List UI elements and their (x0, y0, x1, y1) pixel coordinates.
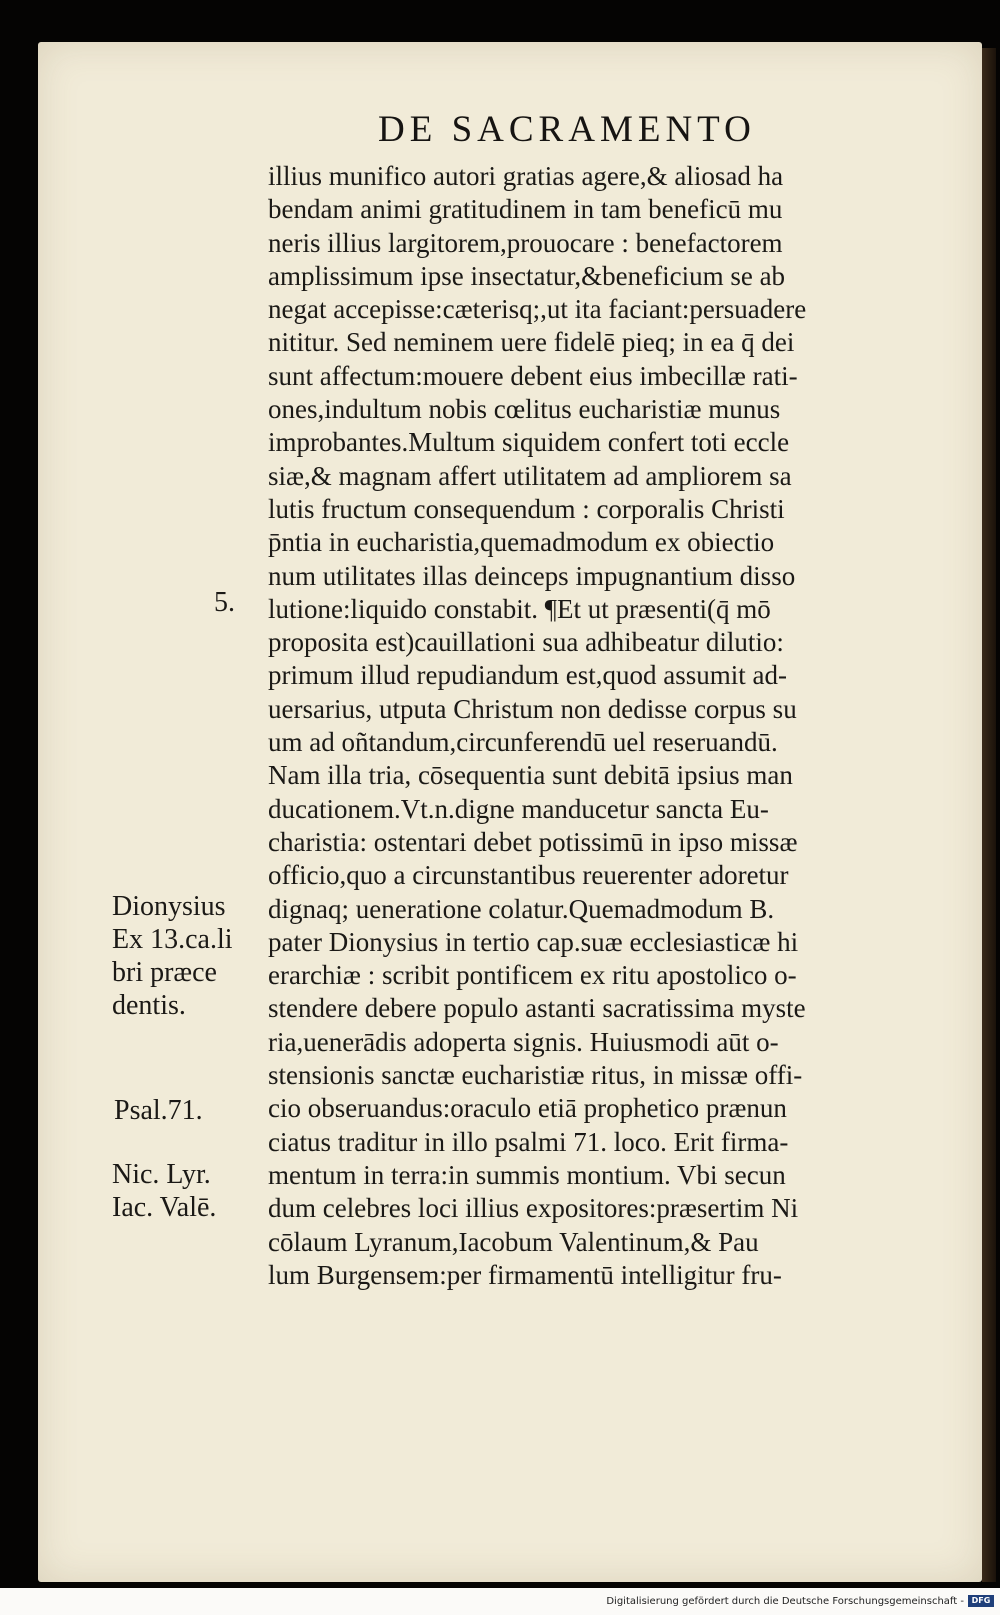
text-line: illius munifico autori gratias agere,& aliosad ha (268, 161, 784, 191)
text-line: negat accepisse:cæterisq;,ut ita faciant:persuadere (268, 294, 807, 325)
footer-credit: Digitalisierung gefördert durch die Deutsche Forschungsgemeinschaft - (606, 1596, 964, 1607)
text-line: uersarius, utputa Christum non dedisse corpus su (268, 693, 797, 724)
text-line: ria,uenerādis adoperta signis. Huiusmodi aūt o- (268, 1026, 779, 1057)
margin-note-line: Dionysius (112, 891, 226, 922)
text-line: lutione:liquido constabit. ¶Et ut præsenti(q̄ mō (268, 593, 771, 624)
text-line: dignaq; ueneratione colatur.Quemadmodum B. (268, 893, 775, 924)
running-head: DE SACRAMENTO (378, 109, 756, 150)
text-line: dum celebres loci illius expositores:præsertim Ni (268, 1193, 799, 1224)
text-line: stensionis sanctæ eucharistiæ ritus, in missæ offi- (268, 1060, 803, 1091)
text-line: amplissimum ipse insectatur,&beneficium se ab (268, 260, 786, 291)
text-line: erarchiæ : scribit pontificem ex ritu apostolico o- (268, 960, 797, 991)
page-edge (982, 48, 996, 1582)
text-line: ducationem.Vt.n.digne manducetur sancta Eu- (268, 793, 769, 824)
margin-note-line: bri præce (112, 957, 217, 988)
text-line: Nam illa tria, cōsequentia sunt debitā ipsius man (268, 760, 793, 791)
text-line: num utilitates illas deinceps impugnantium disso (268, 560, 796, 591)
margin-note-line: Nic. Lyr. (112, 1159, 211, 1190)
margin-note-authors (112, 1158, 216, 1224)
text-line: nititur. Sed neminem uere fidelē pieq; in ea q̄ dei (268, 327, 795, 358)
text-line: bendam animi gratitudinem in tam beneficū mu (268, 194, 783, 225)
text-line: neris illius largitorem,prouocare : benefactorem (268, 227, 783, 258)
section-number: 5. (214, 587, 235, 618)
dfg-logo[interactable]: DFG (968, 1595, 994, 1607)
text-line: improbantes.Multum siquidem confert toti eccle (268, 427, 790, 458)
text-line: officio,quo a circunstantibus reuerenter adoretur (268, 860, 789, 891)
text-line: stendere debere populo astanti sacratissima myste (268, 993, 806, 1024)
text-line: lutis fructum consequendum : corporalis Christi (268, 493, 785, 524)
margin-note-line: dentis. (112, 990, 186, 1021)
text-line: cio obseruandus:oraculo etiā prophetico prænun (268, 1093, 787, 1124)
text-line: ciatus traditur in illo psalmi 71. loco. Erit firma- (268, 1126, 789, 1157)
text-line: um ad oñtandum,circunferendū uel reseruandū. (268, 727, 778, 758)
margin-note-line: Iac. Valē. (112, 1192, 217, 1223)
margin-note-dionysius (112, 890, 233, 1022)
text-line: ones,indultum nobis cœlitus eucharistiæ munus (268, 394, 781, 425)
text-line: siæ,& magnam affert utilitatem ad ampliorem sa (268, 460, 792, 491)
text-line: pater Dionysius in tertio cap.suæ ecclesiasticæ hi (268, 926, 799, 957)
text-line: mentum in terra:in summis montium. Vbi secun (268, 1159, 786, 1190)
text-line: proposita est)cauillationi sua adhibeatur dilutio: (268, 627, 784, 658)
margin-note-line: Ex 13.ca.li (112, 924, 233, 955)
text-line: primum illud repudiandum est,quod assumit ad- (268, 660, 787, 691)
text-line: lum Burgensem:per firmamentū intelligitur fru- (268, 1259, 782, 1290)
text-line: charistia: ostentari debet potissimū in ipso missæ (268, 826, 798, 857)
text-line: cōlaum Lyranum,Iacobum Valentinum,& Pau (268, 1226, 759, 1257)
body-text (268, 160, 948, 1292)
text-line: sunt affectum:mouere debent eius imbecillæ rati- (268, 360, 798, 391)
margin-note-psalm: Psal.71. (114, 1095, 203, 1126)
text-line: p̄ntia in eucharistia,quemadmodum ex obiectio (268, 527, 775, 558)
